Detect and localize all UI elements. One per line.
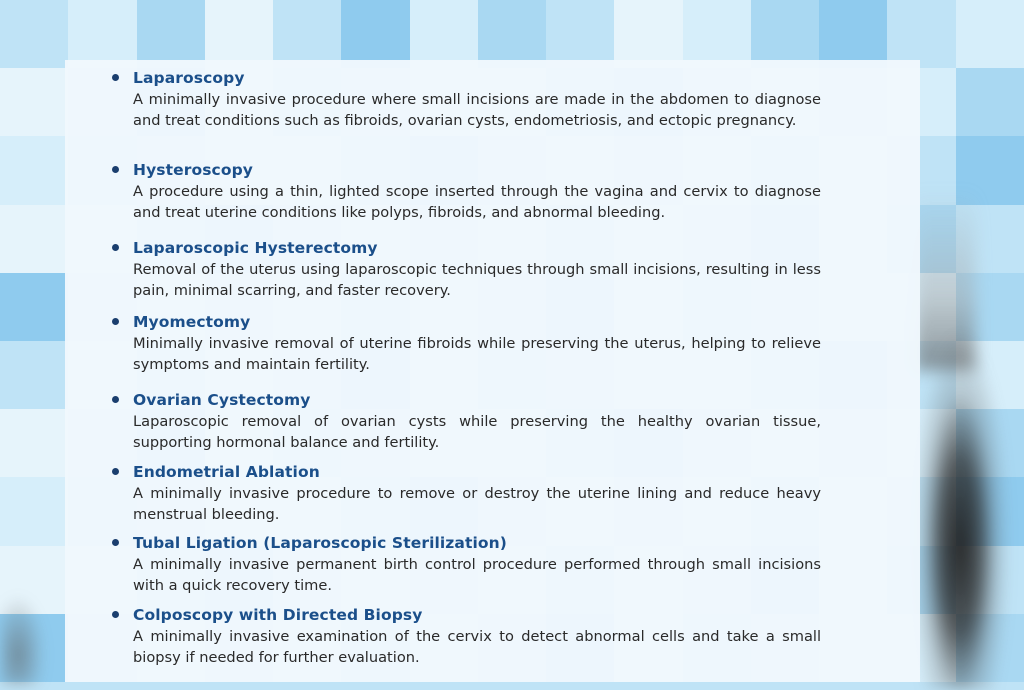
procedure-title: Hysteroscopy <box>133 161 253 179</box>
procedure-description: A minimally invasive permanent birth control procedure performed through small incisions with a quick recovery time. <box>133 556 821 594</box>
background-tile <box>273 0 341 68</box>
background-tile <box>0 341 68 409</box>
bullet-icon <box>112 539 119 546</box>
background-blur-figure <box>905 330 1015 690</box>
background-tile <box>205 0 273 68</box>
procedure-title: Laparoscopic Hysterectomy <box>133 239 378 257</box>
procedure-title: Endometrial Ablation <box>133 463 320 481</box>
procedure-title: Laparoscopy <box>133 69 245 87</box>
background-tile <box>0 273 68 341</box>
procedure-description: A minimally invasive examination of the cervix to detect abnormal cells and take a small biopsy if needed for further evaluation. <box>133 628 821 666</box>
bullet-icon <box>112 468 119 475</box>
background-tile <box>0 205 68 273</box>
background-tile <box>0 409 68 477</box>
background-tile <box>614 0 682 68</box>
background-tile <box>0 68 68 136</box>
background-tile <box>68 0 136 68</box>
procedure-description: A procedure using a thin, lighted scope inserted through the vagina and cervix to diagnose and treat uterine conditions like polyps, fibroids, and abnormal bleeding. <box>133 183 821 221</box>
background-tile <box>751 0 819 68</box>
procedure-title: Tubal Ligation (Laparoscopic Sterilization) <box>133 534 507 552</box>
bullet-icon <box>112 74 119 81</box>
background-blur-shape-left <box>0 585 45 685</box>
background-tile <box>956 68 1024 136</box>
background-tile <box>0 136 68 204</box>
procedure-title: Myomectomy <box>133 313 251 331</box>
bullet-icon <box>112 396 119 403</box>
background-tile <box>137 0 205 68</box>
background-tile <box>683 0 751 68</box>
bullet-icon <box>112 244 119 251</box>
background-tile <box>410 0 478 68</box>
procedure-description: Laparoscopic removal of ovarian cysts while preserving the healthy ovarian tissue, supporting hormonal balance and fertility. <box>133 413 821 451</box>
background-tile <box>478 0 546 68</box>
procedure-description: A minimally invasive procedure where small incisions are made in the abdomen to diagnose and treat conditions such as fibroids, ovarian cysts, endometriosis, and ectopic pregnancy. <box>133 91 821 129</box>
background-tile <box>0 477 68 545</box>
bullet-icon <box>112 318 119 325</box>
bullet-icon <box>112 611 119 618</box>
background-tile <box>546 0 614 68</box>
procedure-description: A minimally invasive procedure to remove or destroy the uterine lining and reduce heavy menstrual bleeding. <box>133 485 821 523</box>
background-tile <box>887 0 955 68</box>
procedure-description: Removal of the uterus using laparoscopic techniques through small incisions, resulting in less pain, minimal scarring, and faster recovery. <box>133 261 821 299</box>
background-tile <box>819 0 887 68</box>
procedure-title: Colposcopy with Directed Biopsy <box>133 606 423 624</box>
procedure-title: Ovarian Cystectomy <box>133 391 311 409</box>
background-tile <box>956 0 1024 68</box>
bullet-icon <box>112 166 119 173</box>
procedure-description: Minimally invasive removal of uterine fibroids while preserving the uterus, helping to relieve symptoms and maintain fertility. <box>133 335 821 373</box>
background-tile <box>0 0 68 68</box>
background-tile <box>341 0 409 68</box>
